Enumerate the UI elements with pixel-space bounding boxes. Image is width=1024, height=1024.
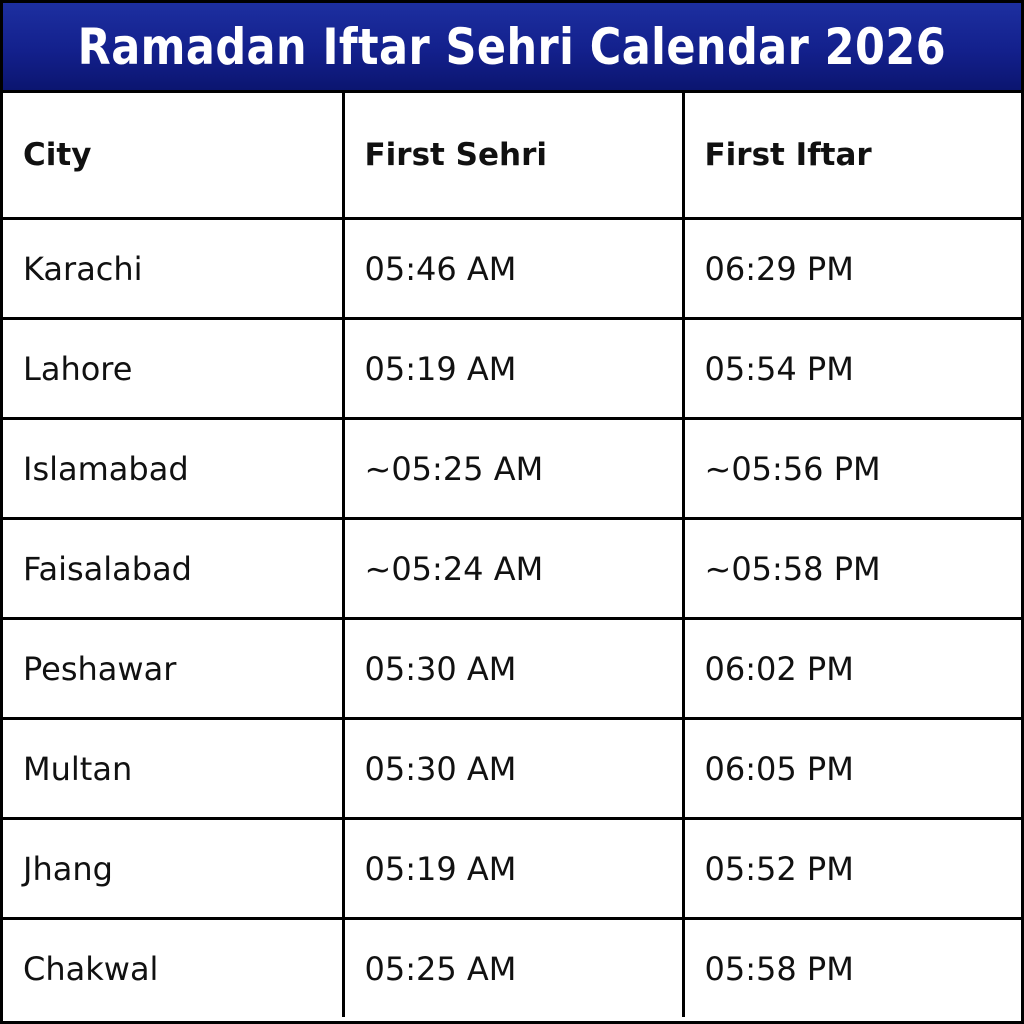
sehri-cell: 05:30 AM xyxy=(343,619,683,719)
city-cell: Islamabad xyxy=(3,419,343,519)
table-row xyxy=(3,519,1021,619)
iftar-cell: 05:54 PM xyxy=(683,319,1021,419)
iftar-cell: 05:52 PM xyxy=(683,819,1021,919)
city-cell: Multan xyxy=(3,719,343,819)
city-cell: Peshawar xyxy=(3,619,343,719)
table-row xyxy=(3,419,1021,519)
table-row xyxy=(3,619,1021,719)
sehri-cell: 05:19 AM xyxy=(343,819,683,919)
iftar-cell: 05:58 PM xyxy=(683,919,1021,1018)
city-cell: Chakwal xyxy=(3,919,343,1018)
table-row xyxy=(3,919,1021,1018)
sehri-cell: 05:25 AM xyxy=(343,919,683,1018)
sehri-cell: 05:30 AM xyxy=(343,719,683,819)
sehri-cell: 05:46 AM xyxy=(343,219,683,319)
title-banner xyxy=(3,3,1021,93)
header-first-iftar: First Iftar xyxy=(683,93,1021,219)
city-cell: Jhang xyxy=(3,819,343,919)
table-row xyxy=(3,719,1021,819)
table-row xyxy=(3,319,1021,419)
page-title: Ramadan Iftar Sehri Calendar 2026 xyxy=(77,17,947,76)
sehri-cell: ~05:24 AM xyxy=(343,519,683,619)
table-row xyxy=(3,819,1021,919)
header-first-sehri: First Sehri xyxy=(343,93,683,219)
sehri-cell: ~05:25 AM xyxy=(343,419,683,519)
city-cell: Faisalabad xyxy=(3,519,343,619)
table-row xyxy=(3,219,1021,319)
city-cell: Karachi xyxy=(3,219,343,319)
iftar-cell: 06:02 PM xyxy=(683,619,1021,719)
city-cell: Lahore xyxy=(3,319,343,419)
iftar-cell: 06:29 PM xyxy=(683,219,1021,319)
iftar-cell: 06:05 PM xyxy=(683,719,1021,819)
sehri-cell: 05:19 AM xyxy=(343,319,683,419)
timings-table xyxy=(3,93,1021,1017)
iftar-cell: ~05:58 PM xyxy=(683,519,1021,619)
iftar-cell: ~05:56 PM xyxy=(683,419,1021,519)
header-city: City xyxy=(3,93,343,219)
table-header-row xyxy=(3,93,1021,219)
